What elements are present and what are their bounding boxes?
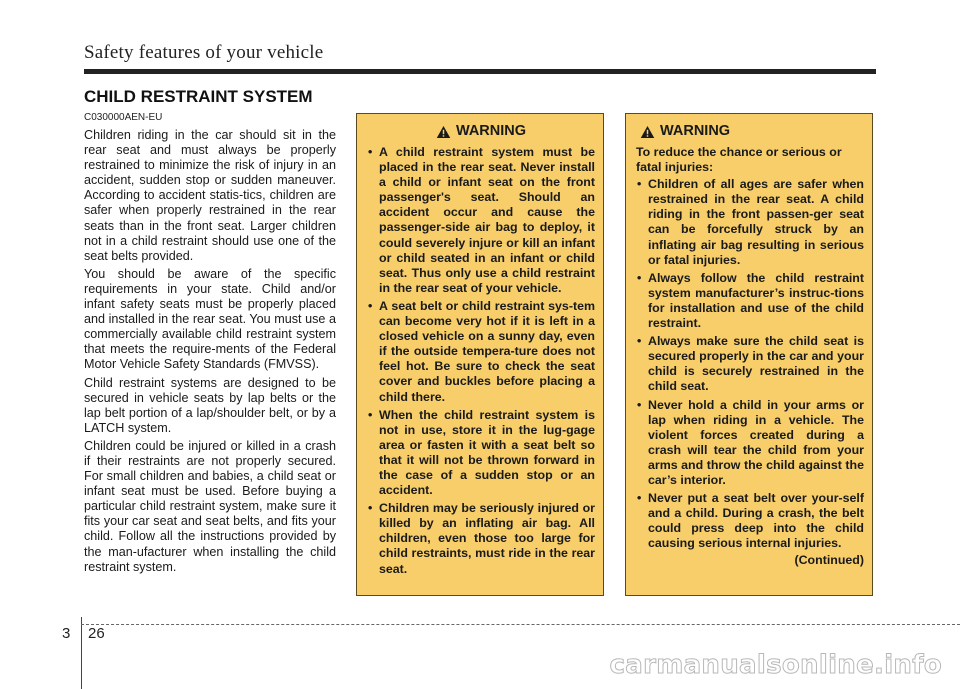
body-paragraph: You should be aware of the specific requirements in your state. Child and/or infant safety seats must be properly placed and installed in the rear seat. You must use a commercially available child restraint system that meets the require-ments of the Federal Motor Vehicle Safety Standards (FMVSS). <box>84 266 336 372</box>
warning-item: • Children may be seriously injured or killed by an inflating air bag. All children, even those too large for child restraints, must ride in the rear seat. <box>367 501 595 576</box>
warning-item: • A child restraint system must be placed in the rear seat. Never install a child or infant seat on the front passenger's seat. Should an accident occur and cause the passenger-side air bag to deploy, it could severely injure or kill an infant or child seated in an infant or child seat. Thus only use a child restraint in the rear seat of your vehicle. <box>367 145 595 296</box>
warning-item: • Always follow the child restraint system manufacturer’s instruc-tions for installation and use of the child restraint. <box>636 271 864 331</box>
watermark: carmanualsonline.info <box>609 650 942 680</box>
warning-list <box>367 145 595 577</box>
warning-box-2 <box>625 113 873 596</box>
warning-item: • Never hold a child in your arms or lap when riding in a vehicle. The violent forces created during a crash will tear the child from your arms and throw the child against the car’s interior. <box>636 398 864 489</box>
section-title: CHILD RESTRAINT SYSTEM <box>84 87 313 106</box>
warning-box-1 <box>356 113 604 596</box>
warning-heading <box>636 123 864 141</box>
section-code: C030000AEN-EU <box>84 112 163 123</box>
body-paragraph: Children could be injured or killed in a crash if their restraints are not properly secured. For small children and babies, a child seat or infant seat must be used. Before buying a particular child restraint system, make sure it fits your car seat and seat belts, and fits your child. Follow all the instructions provided by the man-ufacturer when installing the child restraint system. <box>84 438 336 574</box>
chapter-number: 3 <box>62 625 71 642</box>
page-header-title: Safety features of your vehicle <box>84 42 324 63</box>
body-paragraph: Children riding in the car should sit in the rear seat and must always be properly restrained to minimize the risk of injury in an accident, sudden stop or sudden maneuver. According to accident statis-tics, children are safer when properly restrained in the rear seats than in the front seat. Larger children not in a child restraint should use one of the seat belts provided. <box>84 128 336 263</box>
warning-heading <box>367 123 595 141</box>
warning-item: • When the child restraint system is not in use, store it in the lug-gage area or fasten it with a seat belt so that it will not be thrown forward in the case of a sudden stop or an accident. <box>367 408 595 499</box>
header-rule <box>84 69 876 74</box>
footer-divider <box>81 617 82 689</box>
warning-intro: To reduce the chance or serious or fatal injuries: <box>636 145 842 175</box>
warning-label: WARNING <box>455 123 527 140</box>
warning-item: • A seat belt or child restraint sys-tem can become very hot if it is left in a closed vehicle on a sunny day, even if the outside tempera-ture does not feel hot. Be sure to check the seat cover and buckles before placing a child there. <box>367 299 595 405</box>
left-column <box>84 111 336 578</box>
warning-list <box>636 177 864 551</box>
continued-note: (Continued) <box>794 553 864 568</box>
body-paragraph: Child restraint systems are designed to be secured in vehicle seats by lap belts or the lap belt portion of a lap/shoulder belt, or by a LATCH system. <box>84 375 336 435</box>
warning-item: • Children of all ages are safer when restrained in the rear seat. A child riding in the front passen-ger seat can be forcefully struck by an inflating air bag resulting in serious or fatal injuries. <box>636 177 864 268</box>
warning-label: WARNING <box>660 123 731 140</box>
footer-dashed-rule <box>81 624 960 625</box>
warning-item: • Always make sure the child seat is secured properly in the car and your child is securely restrained in the child seat. <box>636 334 864 394</box>
warning-item: • Never put a seat belt over your-self and a child. During a crash, the belt could press deep into the child causing serious internal injuries. <box>636 491 864 551</box>
warning-triangle-icon <box>436 125 451 139</box>
warning-triangle-icon <box>640 125 655 139</box>
page-number: 26 <box>88 625 105 642</box>
